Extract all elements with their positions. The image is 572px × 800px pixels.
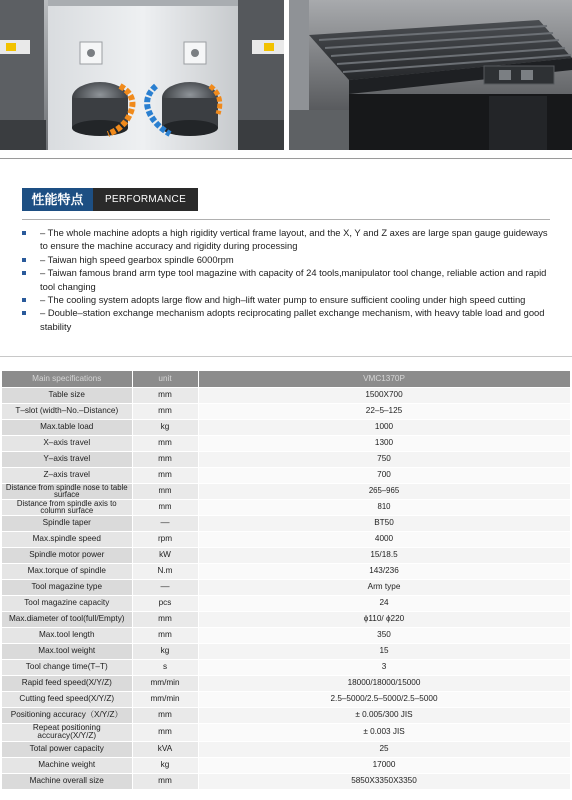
spec-name-cell: Y–axis travel [2, 451, 132, 467]
performance-header [22, 188, 198, 211]
table-row [2, 643, 570, 659]
value-cell: Arm type [198, 579, 570, 595]
unit-cell: –– [132, 579, 198, 595]
list-item [22, 226, 554, 253]
value-cell: 3 [198, 659, 570, 675]
value-cell: 1300 [198, 435, 570, 451]
table-row [2, 435, 570, 451]
unit-cell: mm/min [132, 675, 198, 691]
value-cell: ± 0.005/300 JIS [198, 707, 570, 723]
unit-cell: mm [132, 467, 198, 483]
unit-cell: kW [132, 547, 198, 563]
column-header-unit: unit [132, 371, 198, 387]
product-photos [0, 0, 572, 150]
table-row [2, 627, 570, 643]
value-cell: 350 [198, 627, 570, 643]
feature-text: – Taiwan high speed gearbox spindle 6000rpm [40, 253, 234, 265]
table-row [2, 757, 570, 773]
spec-name-cell: Repeat positioning accuracy(X/Y/Z) [2, 723, 132, 741]
square-bullet-icon [22, 258, 26, 262]
spec-name-cell: Spindle motor power [2, 547, 132, 563]
unit-cell: mm [132, 773, 198, 789]
value-cell: 5850X3350X3350 [198, 773, 570, 789]
feature-text: – The whole machine adopts a high rigidity vertical frame layout, and the X, Y and Z axes are large span gauge guideways to ensure the machine accuracy and rigidity during processing [40, 227, 548, 252]
table-row [2, 723, 570, 741]
section-divider [0, 158, 572, 159]
spec-name-cell: Total power capacity [2, 741, 132, 757]
table-row [2, 595, 570, 611]
table-row [2, 531, 570, 547]
table-row [2, 403, 570, 419]
table-row [2, 773, 570, 789]
value-cell: ± 0.003 JIS [198, 723, 570, 741]
unit-cell: –– [132, 515, 198, 531]
performance-title-cn: 性能特点 [22, 188, 93, 211]
pallet-table-image [289, 0, 572, 150]
table-row [2, 499, 570, 515]
spec-name-cell: Max.tool length [2, 627, 132, 643]
value-cell: 24 [198, 595, 570, 611]
unit-cell: mm [132, 627, 198, 643]
square-bullet-icon [22, 311, 26, 315]
column-header-spec: Main specifications [2, 371, 132, 387]
spec-name-cell: Tool change time(T–T) [2, 659, 132, 675]
value-cell: BT50 [198, 515, 570, 531]
unit-cell: mm [132, 499, 198, 515]
square-bullet-icon [22, 231, 26, 235]
table-header-row [2, 371, 570, 387]
value-cell: 4000 [198, 531, 570, 547]
table-row [2, 515, 570, 531]
table-row [2, 741, 570, 757]
performance-title-en: PERFORMANCE [93, 188, 198, 211]
value-cell: 15 [198, 643, 570, 659]
feature-text: – The cooling system adopts large flow and high–lift water pump to ensure sufficient cooling under high speed cutting [40, 294, 526, 306]
unit-cell: mm/min [132, 691, 198, 707]
unit-cell: kVA [132, 741, 198, 757]
spec-name-cell: Cutting feed speed(X/Y/Z) [2, 691, 132, 707]
unit-cell: mm [132, 611, 198, 627]
spec-name-cell: Max.table load [2, 419, 132, 435]
value-cell: 750 [198, 451, 570, 467]
spec-name-cell: Machine overall size [2, 773, 132, 789]
table-row [2, 419, 570, 435]
unit-cell: kg [132, 419, 198, 435]
value-cell: 25 [198, 741, 570, 757]
pallet-table-photo [289, 0, 572, 150]
table-row [2, 451, 570, 467]
list-item [22, 306, 554, 333]
value-cell: ϕ110/ ϕ220 [198, 611, 570, 627]
value-cell: 810 [198, 499, 570, 515]
spec-name-cell: Z–axis travel [2, 467, 132, 483]
specifications-table [2, 371, 571, 790]
spec-name-cell: Positioning accuracy（X/Y/Z） [2, 707, 132, 723]
square-bullet-icon [22, 271, 26, 275]
unit-cell: kg [132, 757, 198, 773]
spec-name-cell: T–slot (width–No.–Distance) [2, 403, 132, 419]
spec-name-cell: Machine weight [2, 757, 132, 773]
value-cell: 700 [198, 467, 570, 483]
list-item [22, 293, 554, 306]
spec-name-cell: Distance from spindle axis to column surface [2, 499, 132, 515]
table-row [2, 579, 570, 595]
value-cell: 17000 [198, 757, 570, 773]
spindle-heads-image [0, 0, 284, 150]
unit-cell: mm [132, 483, 198, 499]
table-row [2, 707, 570, 723]
column-header-model: VMC1370P [198, 371, 570, 387]
value-cell: 2.5–5000/2.5–5000/2.5–5000 [198, 691, 570, 707]
unit-cell: mm [132, 435, 198, 451]
value-cell: 15/18.5 [198, 547, 570, 563]
value-cell: 18000/18000/15000 [198, 675, 570, 691]
spec-name-cell: Max.diameter of tool(full/Empty) [2, 611, 132, 627]
section-divider [0, 356, 572, 357]
value-cell: 265–965 [198, 483, 570, 499]
spec-name-cell: Spindle taper [2, 515, 132, 531]
table-row [2, 483, 570, 499]
table-row [2, 611, 570, 627]
table-body [2, 387, 570, 789]
table-row [2, 675, 570, 691]
value-cell: 1500X700 [198, 387, 570, 403]
unit-cell: pcs [132, 595, 198, 611]
value-cell: 22–5–125 [198, 403, 570, 419]
unit-cell: rpm [132, 531, 198, 547]
table-row [2, 659, 570, 675]
performance-underline [22, 219, 550, 220]
unit-cell: kg [132, 643, 198, 659]
spec-name-cell: Table size [2, 387, 132, 403]
value-cell: 143/236 [198, 563, 570, 579]
unit-cell: mm [132, 707, 198, 723]
list-item [22, 253, 554, 266]
spec-name-cell: Tool magazine capacity [2, 595, 132, 611]
list-item [22, 266, 554, 293]
unit-cell: N.m [132, 563, 198, 579]
feature-text: – Taiwan famous brand arm type tool magazine with capacity of 24 tools,manipulator tool change, reliable action and rapid tool changing [40, 267, 547, 292]
spec-name-cell: Max.torque of spindle [2, 563, 132, 579]
unit-cell: mm [132, 723, 198, 741]
spec-name-cell: Tool magazine type [2, 579, 132, 595]
spec-name-cell: Rapid feed speed(X/Y/Z) [2, 675, 132, 691]
unit-cell: mm [132, 403, 198, 419]
spec-name-cell: Max.tool weight [2, 643, 132, 659]
table-row [2, 387, 570, 403]
spec-name-cell: Distance from spindle nose to table surface [2, 483, 132, 499]
spindle-heads-photo [0, 0, 284, 150]
spec-name-cell: X–axis travel [2, 435, 132, 451]
table-row [2, 547, 570, 563]
unit-cell: mm [132, 451, 198, 467]
table-row [2, 691, 570, 707]
table-row [2, 563, 570, 579]
square-bullet-icon [22, 298, 26, 302]
feature-text: – Double–station exchange mechanism adopts reciprocating pallet exchange mechanism, with heavy table load and good stability [40, 307, 545, 332]
performance-feature-list [22, 226, 554, 333]
value-cell: 1000 [198, 419, 570, 435]
unit-cell: s [132, 659, 198, 675]
unit-cell: mm [132, 387, 198, 403]
table-row [2, 467, 570, 483]
spec-name-cell: Max.spindle speed [2, 531, 132, 547]
